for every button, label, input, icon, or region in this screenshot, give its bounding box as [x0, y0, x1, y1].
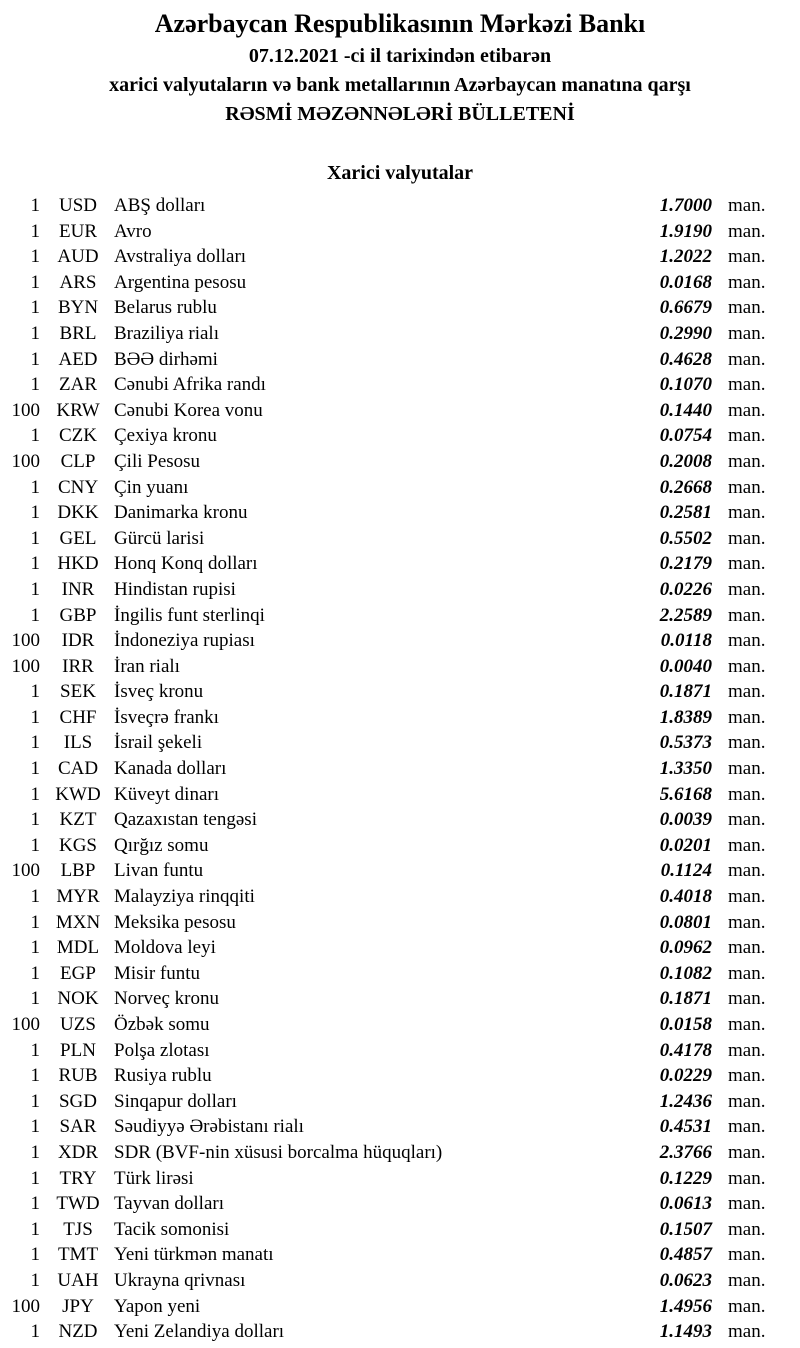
currency-code-cell: KRW	[56, 399, 100, 421]
quantity-cell: 1	[30, 886, 40, 908]
bank-title: Azərbaycan Respublikasının Mərkəzi Bankı	[154, 9, 646, 38]
quantity-cell: 1	[30, 911, 40, 933]
rate-value-cell: 2.3766	[659, 1141, 712, 1163]
currency-code-cell: XDR	[57, 1141, 99, 1163]
rate-value-cell: 0.1440	[659, 399, 712, 421]
currency-name-cell: Səudiyyə Ərəbistanı rialı	[114, 1116, 304, 1138]
currency-name-cell: Hindistan rupisi	[114, 578, 236, 600]
rate-row	[0, 221, 800, 247]
currency-code-cell: SAR	[59, 1116, 97, 1138]
rate-value-cell: 0.2990	[659, 322, 712, 344]
currency-name-cell: İndoneziya rupiası	[114, 630, 255, 652]
rates-table	[0, 195, 800, 1347]
quantity-cell: 1	[30, 246, 40, 268]
unit-cell: man.	[728, 732, 766, 754]
rate-row	[0, 272, 800, 298]
currency-name-cell: Kanada dolları	[114, 758, 227, 780]
rate-value-cell: 0.1124	[660, 860, 712, 882]
currency-code-cell: UAH	[57, 1269, 99, 1291]
rate-value-cell: 0.4857	[659, 1244, 712, 1266]
unit-cell: man.	[728, 374, 766, 396]
rate-row	[0, 553, 800, 579]
rate-value-cell: 0.0039	[659, 809, 712, 831]
unit-cell: man.	[728, 195, 766, 216]
rate-value-cell: 0.4178	[659, 1039, 712, 1061]
quantity-cell: 100	[11, 630, 40, 652]
currency-code-cell: RUB	[58, 1065, 98, 1087]
currency-code-cell: ARS	[59, 271, 97, 293]
rate-row	[0, 656, 800, 682]
quantity-cell: 1	[30, 374, 40, 396]
currency-name-cell: Çili Pesosu	[114, 450, 201, 472]
section-title-foreign-currencies: Xarici valyutalar	[326, 162, 474, 184]
unit-cell: man.	[728, 246, 766, 268]
unit-cell: man.	[728, 1039, 766, 1061]
unit-cell: man.	[728, 860, 766, 882]
quantity-cell: 1	[30, 834, 40, 856]
quantity-cell: 100	[11, 1014, 40, 1035]
currency-name-cell: İsveç kronu	[114, 681, 204, 703]
rate-row	[0, 400, 800, 426]
rate-row	[0, 1142, 800, 1168]
currency-name-cell: Avstraliya dolları	[114, 246, 247, 268]
currency-name-cell: Cənubi Afrika randı	[114, 374, 266, 396]
rate-row	[0, 886, 800, 912]
subtitle-line: xarici valyutaların və bank metallarının Azərbaycan manatına qarşı	[109, 74, 691, 96]
currency-code-cell: KZT	[59, 809, 97, 831]
rate-row	[0, 630, 800, 656]
rate-value-cell: 1.9190	[659, 220, 712, 242]
rate-value-cell: 0.5373	[659, 732, 712, 754]
currency-name-cell: Yeni türkmən manatı	[114, 1244, 274, 1266]
rate-value-cell: 0.1229	[659, 1167, 712, 1189]
rate-row	[0, 758, 800, 784]
unit-cell: man.	[728, 1090, 766, 1112]
currency-code-cell: KWD	[55, 783, 101, 805]
currency-name-cell: Polşa zlotası	[114, 1039, 210, 1061]
currency-code-cell: TJS	[63, 1218, 93, 1240]
rate-value-cell: 0.4628	[659, 348, 712, 370]
rate-value-cell: 0.0226	[659, 578, 712, 600]
rate-value-cell: 1.3350	[659, 758, 712, 780]
unit-cell: man.	[728, 706, 766, 728]
currency-name-cell: Misir funtu	[114, 962, 201, 984]
currency-name-cell: İran rialı	[114, 655, 180, 677]
unit-cell: man.	[728, 937, 766, 959]
currency-name-cell: Honq Konq dolları	[114, 553, 258, 575]
currency-code-cell: CHF	[59, 706, 97, 728]
rate-row	[0, 912, 800, 938]
quantity-cell: 1	[30, 732, 40, 754]
rate-row	[0, 195, 800, 221]
rate-row	[0, 323, 800, 349]
rate-row	[0, 988, 800, 1014]
rate-value-cell: 5.6168	[659, 783, 712, 805]
unit-cell: man.	[728, 1244, 766, 1266]
currency-code-cell: AUD	[57, 246, 99, 268]
currency-name-cell: İsveçrə frankı	[114, 706, 219, 728]
rate-row	[0, 477, 800, 503]
currency-code-cell: CLP	[60, 450, 96, 472]
rate-row	[0, 860, 800, 886]
quantity-cell: 1	[30, 758, 40, 780]
rate-row	[0, 502, 800, 528]
unit-cell: man.	[728, 630, 766, 652]
quantity-cell: 1	[30, 783, 40, 805]
currency-name-cell: Moldova leyi	[114, 937, 216, 959]
currency-name-cell: Tacik somonisi	[114, 1218, 230, 1240]
currency-code-cell: HKD	[57, 553, 99, 575]
quantity-cell: 100	[11, 450, 40, 472]
quantity-cell: 100	[11, 399, 40, 421]
quantity-cell: 1	[30, 937, 40, 959]
rate-row	[0, 1116, 800, 1142]
currency-name-cell: Norveç kronu	[114, 988, 219, 1010]
unit-cell: man.	[728, 988, 766, 1010]
rate-value-cell: 0.1507	[659, 1218, 712, 1240]
quantity-cell: 1	[30, 553, 40, 575]
unit-cell: man.	[728, 1014, 766, 1035]
currency-name-cell: Argentina pesosu	[114, 271, 247, 293]
rate-value-cell: 2.2589	[659, 604, 712, 626]
unit-cell: man.	[728, 783, 766, 805]
currency-name-cell: BƏƏ dirhəmi	[114, 348, 218, 370]
quantity-cell: 100	[11, 860, 40, 882]
rate-row	[0, 732, 800, 758]
currency-code-cell: TMT	[57, 1244, 99, 1266]
currency-name-cell: Yapon yeni	[114, 1295, 201, 1317]
rate-row	[0, 1065, 800, 1091]
unit-cell: man.	[728, 1141, 766, 1163]
currency-code-cell: BRL	[59, 322, 97, 344]
currency-name-cell: Cənubi Korea vonu	[114, 399, 263, 421]
currency-code-cell: JPY	[62, 1295, 94, 1317]
currency-code-cell: ZAR	[59, 374, 97, 396]
rate-value-cell: 0.1082	[659, 962, 712, 984]
quantity-cell: 1	[30, 1039, 40, 1061]
quantity-cell: 1	[30, 1167, 40, 1189]
rate-value-cell: 0.4018	[659, 886, 712, 908]
currency-code-cell: USD	[58, 195, 97, 216]
currency-code-cell: ILS	[63, 732, 93, 754]
rate-row	[0, 605, 800, 631]
currency-code-cell: NZD	[58, 1321, 98, 1343]
quantity-cell: 1	[30, 476, 40, 498]
rate-value-cell: 0.1070	[659, 374, 712, 396]
quantity-cell: 1	[30, 195, 40, 216]
unit-cell: man.	[728, 553, 766, 575]
currency-code-cell: PLN	[60, 1039, 96, 1061]
rate-value-cell: 1.8389	[659, 706, 712, 728]
unit-cell: man.	[728, 1065, 766, 1087]
currency-code-cell: MYR	[56, 886, 100, 908]
currency-name-cell: Qırğız somu	[114, 834, 209, 856]
currency-code-cell: SEK	[60, 681, 96, 703]
unit-cell: man.	[728, 425, 766, 447]
rate-value-cell: 1.2022	[659, 246, 712, 268]
currency-code-cell: KGS	[58, 834, 97, 856]
currency-name-cell: Sinqapur dolları	[114, 1090, 237, 1112]
rate-row	[0, 1091, 800, 1117]
rate-row	[0, 349, 800, 375]
unit-cell: man.	[728, 476, 766, 498]
currency-code-cell: UZS	[60, 1014, 96, 1035]
currency-code-cell: EGP	[60, 962, 96, 984]
rate-value-cell: 1.1493	[659, 1321, 712, 1343]
currency-name-cell: Avro	[114, 220, 152, 242]
quantity-cell: 1	[30, 271, 40, 293]
rate-value-cell: 0.0962	[659, 937, 712, 959]
rate-row	[0, 1168, 800, 1194]
currency-name-cell: Qazaxıstan tengəsi	[114, 809, 257, 831]
quantity-cell: 1	[30, 1218, 40, 1240]
currency-name-cell: Çexiya kronu	[114, 425, 217, 447]
unit-cell: man.	[728, 758, 766, 780]
currency-name-cell: Yeni Zelandiya dolları	[114, 1321, 285, 1343]
unit-cell: man.	[728, 271, 766, 293]
currency-name-cell: Çin yuanı	[114, 476, 189, 498]
unit-cell: man.	[728, 399, 766, 421]
rate-value-cell: 0.2179	[659, 553, 712, 575]
quantity-cell: 1	[30, 1193, 40, 1215]
unit-cell: man.	[728, 578, 766, 600]
rate-value-cell: 0.0229	[659, 1065, 712, 1087]
rate-row	[0, 835, 800, 861]
quantity-cell: 1	[30, 348, 40, 370]
rate-row	[0, 374, 800, 400]
unit-cell: man.	[728, 1269, 766, 1291]
currency-code-cell: NOK	[57, 988, 99, 1010]
currency-code-cell: DKK	[57, 502, 99, 524]
currency-name-cell: Özbək somu	[114, 1014, 210, 1035]
currency-name-cell: Malayziya rinqqiti	[114, 886, 255, 908]
currency-name-cell: Danimarka kronu	[114, 502, 248, 524]
quantity-cell: 1	[30, 1244, 40, 1266]
rate-row	[0, 425, 800, 451]
quantity-cell: 1	[30, 988, 40, 1010]
currency-code-cell: EUR	[59, 220, 97, 242]
rate-row	[0, 1321, 800, 1347]
rate-value-cell: 0.0118	[660, 630, 712, 652]
quantity-cell: 1	[30, 297, 40, 319]
rate-row	[0, 1219, 800, 1245]
currency-code-cell: CAD	[57, 758, 99, 780]
currency-name-cell: İsrail şekeli	[114, 732, 203, 754]
rate-row	[0, 528, 800, 554]
rate-value-cell: 0.0613	[659, 1193, 712, 1215]
currency-code-cell: MDL	[56, 937, 100, 959]
currency-name-cell: Ukrayna qrivnası	[114, 1269, 246, 1291]
currency-name-cell: İngilis funt sterlinqi	[114, 604, 265, 626]
currency-name-cell: Livan funtu	[114, 860, 204, 882]
unit-cell: man.	[728, 527, 766, 549]
unit-cell: man.	[728, 681, 766, 703]
unit-cell: man.	[728, 834, 766, 856]
rate-value-cell: 0.0040	[659, 655, 712, 677]
quantity-cell: 1	[30, 578, 40, 600]
currency-code-cell: SGD	[58, 1090, 97, 1112]
quantity-cell: 1	[30, 604, 40, 626]
rate-value-cell: 1.4956	[659, 1295, 712, 1317]
rate-value-cell: 0.0754	[659, 425, 712, 447]
rate-row	[0, 707, 800, 733]
rate-row	[0, 1014, 800, 1040]
unit-cell: man.	[728, 450, 766, 472]
currency-code-cell: AED	[58, 348, 98, 370]
unit-cell: man.	[728, 220, 766, 242]
quantity-cell: 1	[30, 322, 40, 344]
rate-row	[0, 809, 800, 835]
rate-row	[0, 579, 800, 605]
quantity-cell: 100	[11, 655, 40, 677]
currency-code-cell: LBP	[60, 860, 96, 882]
rate-value-cell: 0.1871	[659, 681, 712, 703]
currency-code-cell: GBP	[59, 604, 97, 626]
currency-name-cell: Tayvan dolları	[114, 1193, 224, 1215]
rate-row	[0, 1270, 800, 1296]
rate-row	[0, 681, 800, 707]
rate-value-cell: 0.0801	[659, 911, 712, 933]
rate-value-cell: 0.0168	[659, 271, 712, 293]
currency-name-cell: Küveyt dinarı	[114, 783, 220, 805]
unit-cell: man.	[728, 1295, 766, 1317]
quantity-cell: 1	[30, 1090, 40, 1112]
effective-date-line: 07.12.2021 -ci il tarixindən etibarən	[248, 45, 552, 67]
unit-cell: man.	[728, 1321, 766, 1343]
rate-value-cell: 0.2008	[659, 450, 712, 472]
unit-cell: man.	[728, 1167, 766, 1189]
unit-cell: man.	[728, 911, 766, 933]
rate-value-cell: 0.6679	[659, 297, 712, 319]
rate-value-cell: 0.5502	[659, 527, 712, 549]
rate-value-cell: 0.0623	[659, 1269, 712, 1291]
currency-name-cell: Belarus rublu	[114, 297, 217, 319]
rate-value-cell: 0.4531	[659, 1116, 712, 1138]
unit-cell: man.	[728, 809, 766, 831]
unit-cell: man.	[728, 655, 766, 677]
rate-row	[0, 1244, 800, 1270]
unit-cell: man.	[728, 297, 766, 319]
rate-row	[0, 1296, 800, 1322]
quantity-cell: 1	[30, 1269, 40, 1291]
quantity-cell: 1	[30, 1065, 40, 1087]
quantity-cell: 1	[30, 681, 40, 703]
quantity-cell: 100	[11, 1295, 40, 1317]
rate-value-cell: 0.2668	[659, 476, 712, 498]
currency-code-cell: IDR	[61, 630, 95, 652]
rate-value-cell: 0.1871	[659, 988, 712, 1010]
unit-cell: man.	[728, 886, 766, 908]
quantity-cell: 1	[30, 809, 40, 831]
currency-name-cell: Rusiya rublu	[114, 1065, 212, 1087]
quantity-cell: 1	[30, 706, 40, 728]
unit-cell: man.	[728, 348, 766, 370]
rate-value-cell: 0.0158	[659, 1014, 712, 1035]
rate-row	[0, 937, 800, 963]
currency-name-cell: SDR (BVF-nin xüsusi borcalma hüquqları)	[114, 1141, 443, 1163]
rate-value-cell: 0.2581	[659, 502, 712, 524]
currency-code-cell: IRR	[62, 655, 94, 677]
rate-value-cell: 1.2436	[659, 1090, 712, 1112]
rate-row	[0, 1193, 800, 1219]
currency-name-cell: Türk lirəsi	[114, 1167, 194, 1189]
unit-cell: man.	[728, 1218, 766, 1240]
quantity-cell: 1	[30, 1141, 40, 1163]
unit-cell: man.	[728, 1193, 766, 1215]
quantity-cell: 1	[30, 962, 40, 984]
currency-code-cell: TRY	[59, 1167, 97, 1189]
unit-cell: man.	[728, 604, 766, 626]
quantity-cell: 1	[30, 527, 40, 549]
currency-code-cell: CNY	[57, 476, 99, 498]
currency-name-cell: ABŞ dolları	[114, 195, 206, 216]
currency-code-cell: GEL	[59, 527, 97, 549]
rate-row	[0, 784, 800, 810]
document-header	[0, 6, 800, 129]
currency-name-cell: Meksika pesosu	[114, 911, 236, 933]
rate-row	[0, 963, 800, 989]
currency-code-cell: TWD	[56, 1193, 100, 1215]
rate-row	[0, 1040, 800, 1066]
bulletin-title-line: RƏSMİ MƏZƏNNƏLƏRİ BÜLLETENİ	[225, 103, 575, 125]
quantity-cell: 1	[30, 502, 40, 524]
unit-cell: man.	[728, 322, 766, 344]
rate-value-cell: 1.7000	[659, 195, 712, 216]
currency-code-cell: CZK	[59, 425, 97, 447]
currency-name-cell: Gürcü larisi	[114, 527, 205, 549]
currency-code-cell: BYN	[57, 297, 99, 319]
unit-cell: man.	[728, 502, 766, 524]
rate-row	[0, 451, 800, 477]
currency-name-cell: Braziliya rialı	[114, 322, 219, 344]
unit-cell: man.	[728, 962, 766, 984]
unit-cell: man.	[728, 1116, 766, 1138]
quantity-cell: 1	[30, 1321, 40, 1343]
rate-row	[0, 246, 800, 272]
quantity-cell: 1	[30, 1116, 40, 1138]
rate-row	[0, 297, 800, 323]
currency-code-cell: INR	[61, 578, 95, 600]
currency-code-cell: MXN	[55, 911, 101, 933]
rate-value-cell: 0.0201	[659, 834, 712, 856]
quantity-cell: 1	[30, 220, 40, 242]
quantity-cell: 1	[30, 425, 40, 447]
